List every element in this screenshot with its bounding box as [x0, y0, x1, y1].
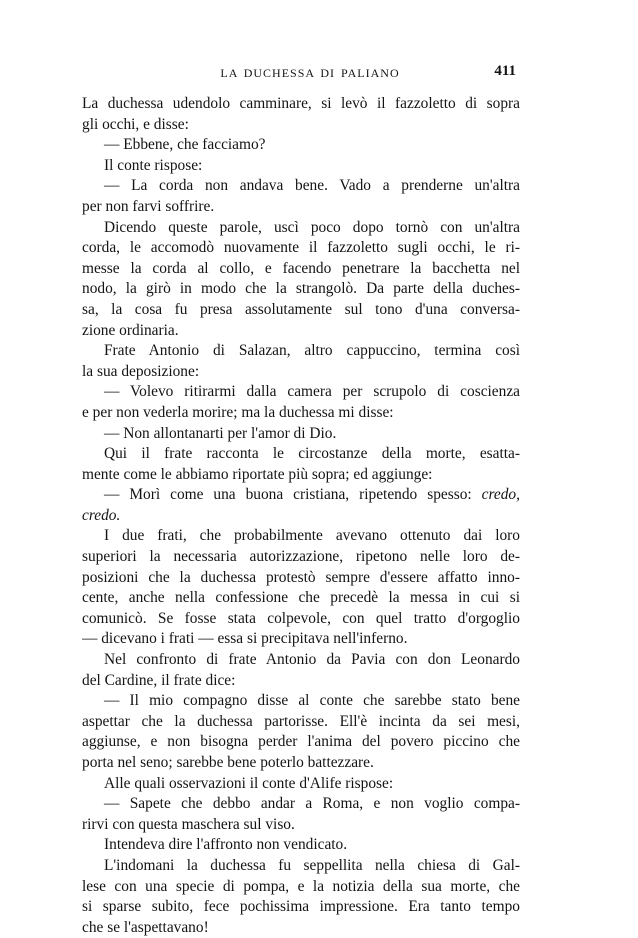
- text-line: — Sapete che debbo andar a Roma, e non voglio compa-: [104, 795, 520, 813]
- page-number: 411: [494, 63, 516, 79]
- text-line: che se l'aspettavano!: [82, 918, 209, 936]
- text-line: aggiunse, e non bisogna perder l'anima del povero piccino che: [82, 733, 520, 751]
- italic-word: credo,: [481, 486, 520, 504]
- text-line: — Non allontanarti per l'amor di Dio.: [104, 424, 337, 442]
- text-line: La duchessa udendolo camminare, si levò il fazzoletto di sopra: [82, 95, 520, 112]
- text-line: rirvi con questa maschera sul viso.: [82, 815, 295, 833]
- text-line: zione ordinaria.: [82, 321, 179, 339]
- text-segment: — Morì come una buona cristiana, ripetendo spesso:: [104, 486, 472, 504]
- text-line: I due frati, che probabilmente avevano ottenuto dai loro: [104, 527, 520, 545]
- text-line: [82, 485, 520, 506]
- text-line: per non farvi soffrire.: [82, 197, 215, 215]
- text-line: porta nel seno; sarebbe bene poterlo battezzare.: [82, 754, 374, 771]
- text-line: Intendeva dire l'affronto non vendicato.: [104, 836, 348, 854]
- running-title: LA DUCHESSA DI PALIANO: [220, 66, 400, 80]
- text-line: superiori la necessaria autorizzazione, ripetono nelle loro de-: [82, 548, 520, 566]
- text-line: — Il mio compagno disse al conte che sarebbe stato bene: [104, 692, 520, 710]
- text-line: — Ebbene, che facciamo?: [104, 136, 266, 154]
- text-line: — Volevo ritirarmi dalla camera per scrupolo di coscienza: [104, 383, 520, 401]
- text-line: gli occhi, e disse:: [82, 115, 189, 133]
- text-line: comunicò. Se fosse stata colpevole, con quel tratto d'orgoglio: [82, 609, 520, 627]
- text-line: Nel confronto di frate Antonio da Pavia con don Leonardo: [104, 651, 520, 669]
- italic-word: credo.: [82, 506, 121, 524]
- text-line: messe la corda al collo, e facendo penetrare la bacchetta nel: [82, 259, 520, 277]
- text-line: corda, le accomodò nuovamente il fazzoletto sugli occhi, le ri-: [82, 239, 520, 257]
- text-line: aspettar che la duchessa partorisse. Ell'è incinta da sei mesi,: [82, 712, 520, 730]
- text-line: posizioni che la duchessa protestò sempre d'essere affatto inno-: [82, 568, 520, 586]
- text-line: mente come le abbiamo riportate più sopra; ed aggiunge:: [82, 465, 433, 483]
- text-line: lese con una specie di pompa, e la notizia della sua morte, che: [82, 877, 520, 895]
- text-line: Qui il frate racconta le circostanze della morte, esatta-: [104, 445, 520, 463]
- text-line: la sua deposizione:: [82, 362, 200, 380]
- text-line: — La corda non andava bene. Vado a prenderne un'altra: [104, 177, 520, 195]
- text-line: Il conte rispose:: [104, 156, 203, 174]
- text-line: L'indomani la duchessa fu seppellita nella chiesa di Gal-: [104, 856, 520, 874]
- text-line: Alle quali osservazioni il conte d'Alife rispose:: [104, 774, 394, 792]
- text-line: Dicendo queste parole, uscì poco dopo tornò con un'altra: [104, 218, 520, 236]
- text-line: — dicevano i frati — essa si precipitava nell'inferno.: [82, 630, 408, 648]
- text-line: sa, la cosa fu presa assolutamente sul tono d'una conversa-: [82, 300, 520, 318]
- text-line: nodo, la girò in modo che la strangolò. Da parte della duches-: [82, 280, 520, 298]
- body-text: [82, 94, 520, 938]
- text-line: Frate Antonio di Salazan, altro cappuccino, termina così: [104, 342, 520, 360]
- text-line: si sparse subito, fece pochissima impressione. Era tanto tempo: [82, 898, 520, 916]
- text-line: e per non vederla morire; ma la duchessa mi disse:: [82, 403, 394, 421]
- text-line: cente, anche nella confessione che precedè la messa in cui si: [82, 589, 520, 607]
- text-line: [82, 506, 520, 527]
- text-line: del Cardine, il frate dice:: [82, 671, 236, 689]
